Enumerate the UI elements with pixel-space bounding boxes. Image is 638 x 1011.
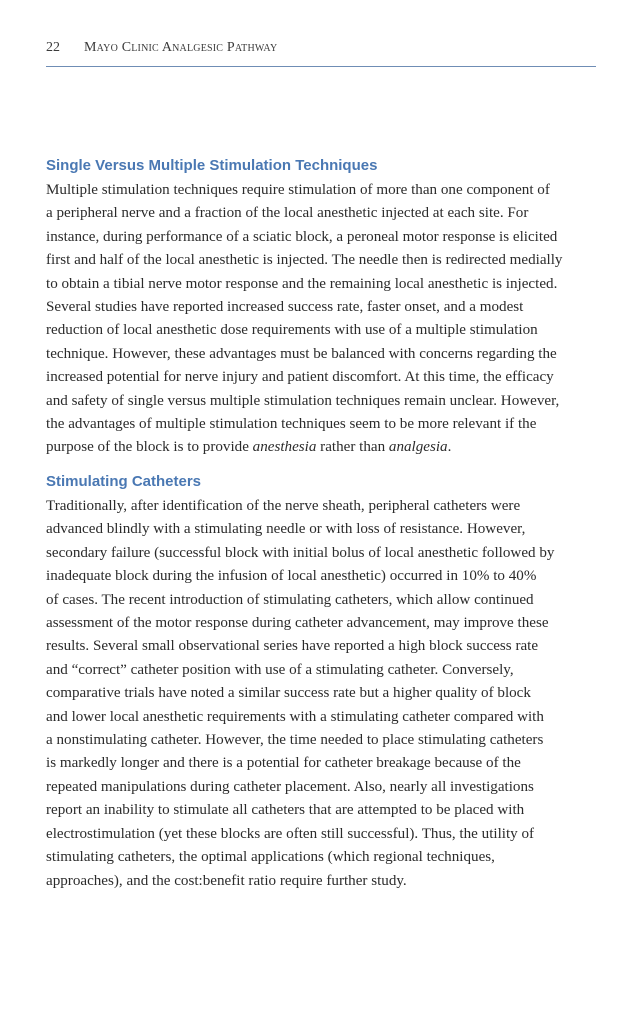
paragraph-line: Multiple stimulation techniques require stimulation of more than one component of: [46, 182, 550, 198]
paragraph-line: results. Several small observational series have reported a high block success rate: [46, 638, 539, 655]
paragraph-line: the advantages of multiple stimulation techniques seem to be more relevant if the: [46, 416, 537, 433]
paragraph-line: reduction of local anesthetic dose requirements with use of a multiple stimulation: [46, 322, 538, 339]
paragraph-line: Several studies have reported increased success rate, faster onset, and a modest: [46, 299, 524, 316]
paragraph-line: report an inability to stimulate all catheters that are attempted to be placed with: [46, 802, 525, 819]
section-heading: Stimulating Catheters: [46, 473, 202, 490]
paragraph-line: approaches), and the cost:benefit ratio require further study.: [46, 872, 407, 889]
emphasis-analgesia: analgesia: [388, 439, 448, 456]
paragraph-line: advanced blindly with a stimulating needle or with loss of resistance. However,: [46, 521, 526, 538]
section-stimulating-catheters: [46, 472, 606, 893]
text-run: purpose of the block is to provide: [46, 439, 253, 456]
section-heading: Single Versus Multiple Stimulation Techniques: [46, 157, 378, 174]
paragraph-line: and safety of single versus multiple stimulation techniques remain unclear. However,: [46, 392, 560, 409]
text-run: rather than: [316, 439, 389, 456]
paragraph-line: repeated manipulations during catheter placement. Also, nearly all investigations: [46, 778, 534, 795]
running-header: [46, 38, 596, 67]
running-title: Mayo Clinic Analgesic Pathway: [84, 40, 278, 55]
paragraph-line: stimulating catheters, the optimal applications (which regional techniques,: [46, 849, 495, 866]
paragraph-line: Traditionally, after identification of the nerve sheath, peripheral catheters were: [46, 498, 521, 514]
paragraph-line: first and half of the local anesthetic is injected. The needle then is redirected medially: [46, 252, 563, 269]
paragraph-line-last: [46, 436, 606, 459]
page-number: 22: [46, 40, 60, 55]
paragraph-line: a peripheral nerve and a fraction of the local anesthetic injected at each site. For: [46, 205, 529, 222]
section-paragraph: [46, 179, 606, 460]
paragraph-line: inadequate block during the infusion of local anesthetic) occurred in 10% to 40%: [46, 568, 537, 585]
emphasis-anesthesia: anesthesia: [252, 439, 317, 456]
paragraph-line: and lower local anesthetic requirements with a stimulating catheter compared with: [46, 708, 544, 725]
paragraph-line: increased potential for nerve injury and patient discomfort. At this time, the efficacy: [46, 369, 554, 386]
text-run: .: [447, 439, 452, 456]
paragraph-line: comparative trials have noted a similar success rate but a higher quality of block: [46, 685, 531, 702]
paragraph-line: assessment of the motor response during catheter advancement, may improve these: [46, 615, 549, 632]
paragraph-line: electrostimulation (yet these blocks are often still successful). Thus, the utility of: [46, 825, 535, 842]
paragraph-line: secondary failure (successful block with initial bolus of local anesthetic followed by: [46, 544, 555, 561]
paragraph-line: is markedly longer and there is a potential for catheter breakage because of the: [46, 755, 521, 772]
paragraph-line: a nonstimulating catheter. However, the time needed to place stimulating catheters: [46, 732, 544, 749]
paragraph-line: instance, during performance of a sciatic block, a peroneal motor response is elicited: [46, 228, 558, 245]
section-single-vs-multiple-stimulation: [46, 156, 606, 460]
paragraph-line: technique. However, these advantages must be balanced with concerns regarding the: [46, 345, 557, 362]
paragraph-line: to obtain a tibial nerve motor response and the remaining local anesthetic is injected.: [46, 275, 558, 292]
paragraph-line: of cases. The recent introduction of stimulating catheters, which allow continued: [46, 591, 534, 608]
section-paragraph: [46, 495, 606, 893]
paragraph-line: and “correct” catheter position with use of a stimulating catheter. Conversely,: [46, 661, 514, 678]
